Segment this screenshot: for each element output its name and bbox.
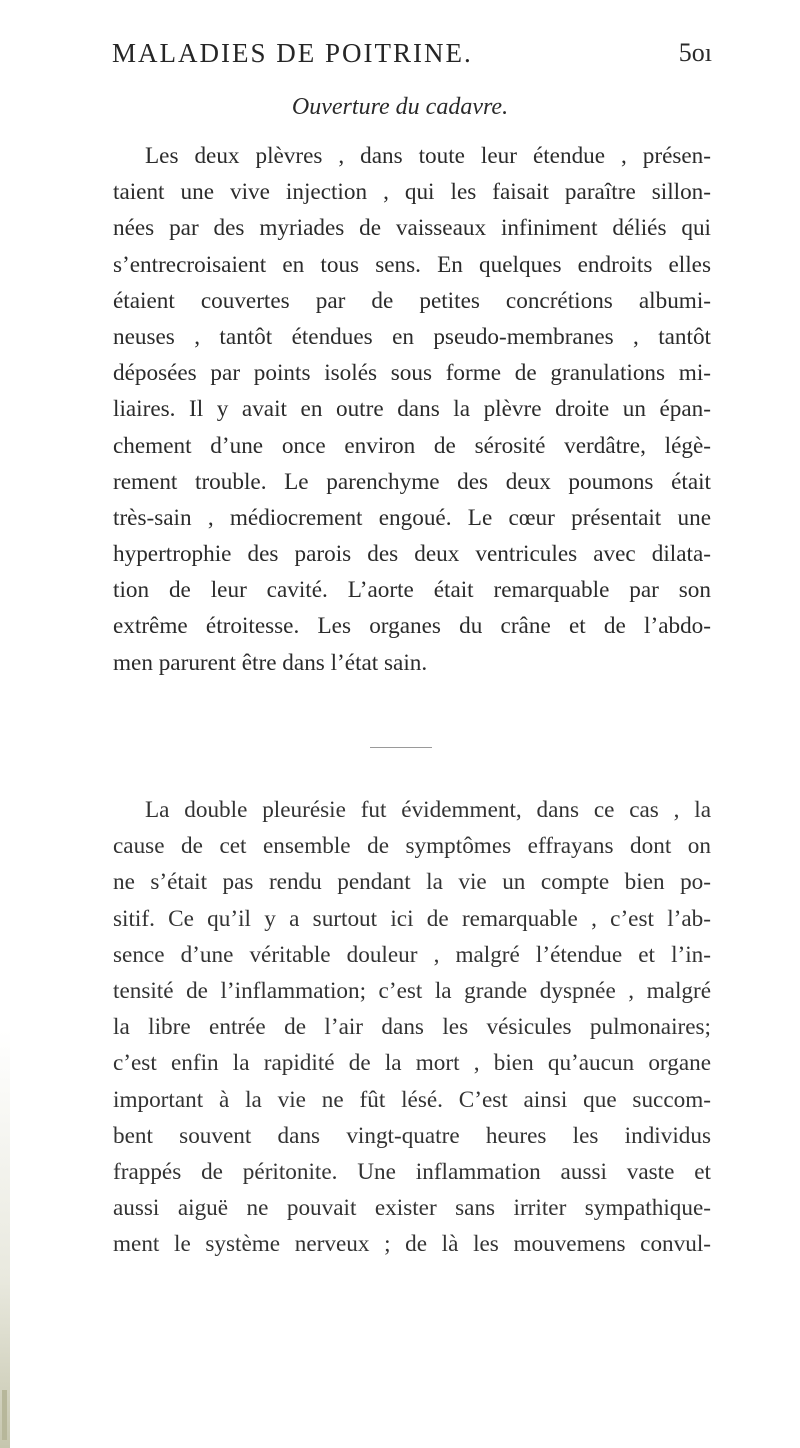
text-line: déposées par points isolés sous forme de granulations mi- <box>113 360 711 387</box>
text-line: ne s’était pas rendu pendant la vie un compte bien po- <box>113 869 711 896</box>
text-line: liaires. Il y avait en outre dans la plèvre droite un épan- <box>113 396 711 423</box>
text-line: étaient couvertes par de petites concrétions albumi- <box>113 287 711 314</box>
text-line: chement d’une once environ de sérosité verdâtre, légè- <box>113 432 711 459</box>
page-edge-mark <box>2 1390 7 1440</box>
page-edge-shadow <box>0 1030 10 1448</box>
text-line: sitif. Ce qu’il y a surtout ici de remarquable , c’est l’ab- <box>113 905 711 932</box>
paragraph-commentary <box>113 792 711 1262</box>
text-line: aussi aiguë ne pouvait exister sans irriter sympathique- <box>113 1195 711 1222</box>
text-line: c’est enfin la rapidité de la mort , bien qu’aucun organe <box>113 1050 711 1077</box>
text-line: men parurent être dans l’état sain. <box>113 649 428 676</box>
text-line: neuses , tantôt étendues en pseudo-membranes , tantôt <box>113 323 711 350</box>
text-line: la libre entrée de l’air dans les vésicules pulmonaires; <box>113 1014 711 1041</box>
text-line: important à la vie ne fût lésé. C’est ainsi que succom- <box>113 1086 711 1113</box>
text-line: extrême étroitesse. Les organes du crâne et de l’abdo- <box>113 613 711 640</box>
page-number: 5oı <box>678 38 712 67</box>
section-divider <box>370 747 432 748</box>
text-line: bent souvent dans vingt-quatre heures les individus <box>113 1122 711 1149</box>
text-line: cause de cet ensemble de symptômes effrayans dont on <box>113 833 711 860</box>
text-line: nées par des myriades de vaisseaux infiniment déliés qui <box>113 215 711 242</box>
text-line: tensité de l’inflammation; c’est la grande dyspnée , malgré <box>113 977 711 1004</box>
text-line: rement trouble. Le parenchyme des deux poumons était <box>113 468 711 495</box>
page-header <box>112 38 712 78</box>
text-line: s’entrecroisaient en tous sens. En quelques endroits elles <box>113 251 711 278</box>
text-line: Les deux plèvres , dans toute leur étendue , présen- <box>145 143 711 169</box>
paragraph-autopsy <box>113 138 711 681</box>
text-line: hypertrophie des parois des deux ventricules avec dilata- <box>113 541 711 568</box>
text-line: sence d’une véritable douleur , malgré l’étendue et l’in- <box>113 941 711 968</box>
text-line: ment le système nerveux ; de là les mouvemens convul- <box>113 1231 711 1258</box>
text-line: taient une vive injection , qui les faisait paraître sillon- <box>113 179 711 206</box>
running-title: MALADIES DE POITRINE. <box>112 38 473 68</box>
text-line: très-sain , médiocrement engoué. Le cœur présentait une <box>113 504 711 531</box>
text-line: La double pleurésie fut évidemment, dans ce cas , la <box>145 797 711 823</box>
text-line: tion de leur cavité. L’aorte était remarquable par son <box>113 577 711 604</box>
section-title: Ouverture du cadavre. <box>291 94 509 120</box>
text-line: frappés de péritonite. Une inflammation aussi vaste et <box>113 1158 711 1185</box>
